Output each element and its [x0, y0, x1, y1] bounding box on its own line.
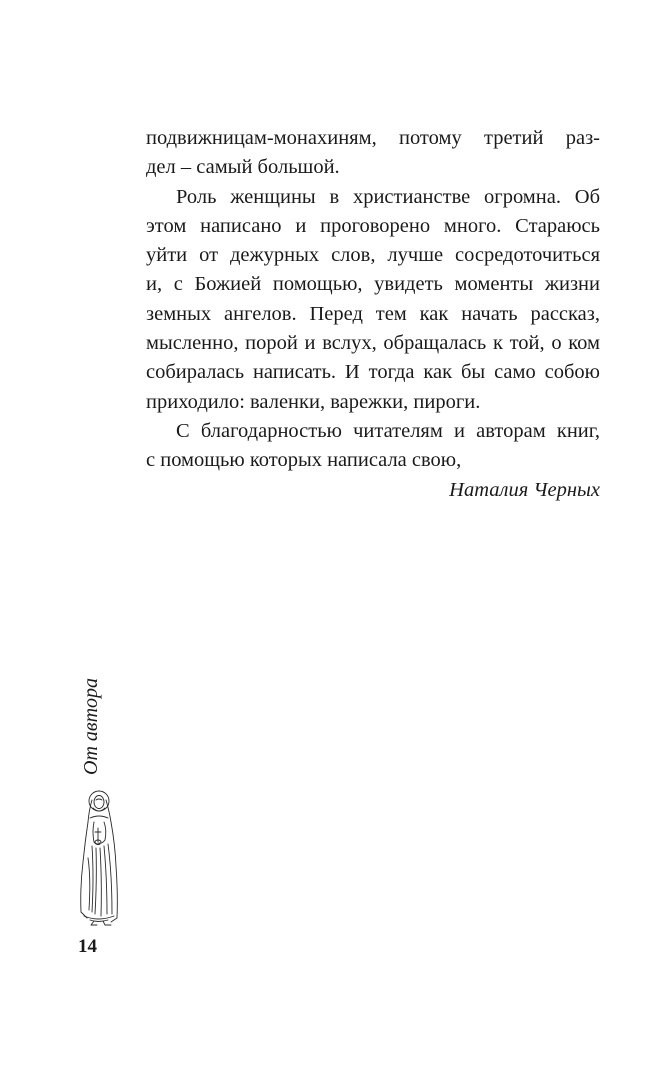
text-line: подвижницам-монахиням, потому третий раз- [146, 127, 600, 149]
saint-figure-icon [72, 788, 124, 926]
text-line: уйти от дежурных слов, лучше сосредоточиться [146, 244, 600, 267]
text-line: дел – самый большой. [146, 156, 340, 179]
text-line: С благодарностью читателям и авторам книг, [176, 419, 600, 442]
text-line: собиралась написать. И тогда как бы само собою [146, 361, 600, 384]
text-line: приходило: валенки, варежки, пироги. [146, 390, 481, 413]
author-signature: Наталия Черных [449, 478, 600, 501]
text-line: земных ангелов. Перед тем как начать рассказ, [146, 302, 600, 325]
running-head: От автора [80, 677, 102, 775]
text-line: с помощью которых написала свою, [146, 449, 462, 472]
text-line: и, с Божией помощью, увидеть моменты жизни [146, 273, 600, 296]
text-line: этом написано и проговорено много. Стараюсь [146, 214, 600, 237]
text-line: Роль женщины в христианстве огромна. Об [176, 185, 600, 208]
page-number: 14 [78, 936, 97, 957]
main-text [146, 124, 600, 505]
text-line: мысленно, порой и вслух, обращалась к той, о ком [146, 332, 600, 355]
